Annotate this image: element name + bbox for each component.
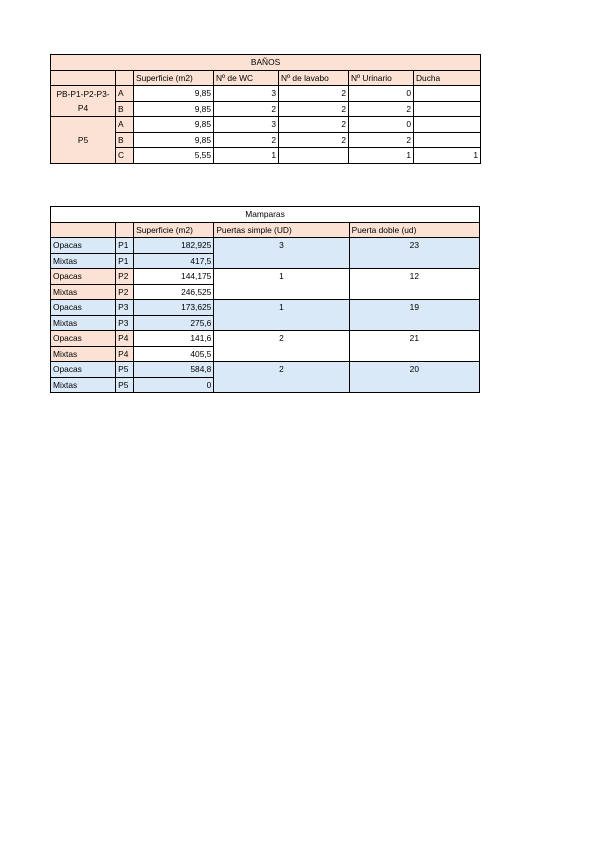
mamparas-title: Mamparas [51,207,480,223]
mampara-superficie: 417,5 [134,253,214,269]
header-empty [116,222,134,238]
mampara-superficie: 182,925 [134,238,214,254]
banos-urinario: 2 [349,132,414,148]
mampara-type: Opacas [51,269,116,285]
mampara-puerta-doble: 23 [349,238,479,269]
mampara-floor: P2 [116,284,134,300]
mampara-type: Opacas [51,238,116,254]
banos-urinario: 1 [349,148,414,164]
banos-ducha [414,101,481,117]
group-label-pb-p4 [51,86,116,117]
mampara-puerta-doble: 19 [349,300,479,331]
header-superficie: Superficie (m2) [134,222,214,238]
banos-wc: 2 [214,101,279,117]
mampara-floor: P1 [116,238,134,254]
banos-table [50,54,481,164]
mampara-puerta-doble: 20 [349,362,479,393]
mampara-type: Mixtas [51,315,116,331]
mampara-superficie: 0 [134,377,214,393]
banos-ducha [414,86,481,102]
banos-wc: 3 [214,117,279,133]
banos-urinario: 0 [349,86,414,102]
header-empty [116,70,134,86]
mampara-puertas-simple: 1 [214,300,349,331]
mampara-floor: P4 [116,331,134,347]
mampara-superficie: 144,175 [134,269,214,285]
banos-lavabo: 2 [279,101,349,117]
banos-lavabo: 2 [279,117,349,133]
mampara-superficie: 141,6 [134,331,214,347]
banos-wc: 1 [214,148,279,164]
header-puertas-simple: Puertas simple (UD) [214,222,349,238]
mampara-superficie: 275,6 [134,315,214,331]
mampara-floor: P4 [116,346,134,362]
banos-code: A [116,117,134,133]
mampara-type: Opacas [51,362,116,378]
header-superficie: Superficie (m2) [134,70,214,86]
mampara-superficie: 584,8 [134,362,214,378]
banos-code: C [116,148,134,164]
mampara-superficie: 246,525 [134,284,214,300]
banos-code: B [116,132,134,148]
banos-superficie: 5,55 [134,148,214,164]
mamparas-table [50,206,480,393]
header-ducha: Ducha [414,70,481,86]
header-wc: Nº de WC [214,70,279,86]
banos-ducha: 1 [414,148,481,164]
mampara-floor: P1 [116,253,134,269]
mampara-puertas-simple: 1 [214,269,349,300]
banos-superficie: 9,85 [134,101,214,117]
mampara-type: Mixtas [51,284,116,300]
group-label-line: PB-P1-P2-P3- [56,89,110,99]
mampara-type: Mixtas [51,377,116,393]
banos-superficie: 9,85 [134,117,214,133]
banos-superficie: 9,85 [134,86,214,102]
mampara-floor: P2 [116,269,134,285]
mampara-type: Mixtas [51,253,116,269]
header-puerta-doble: Puerta doble (ud) [349,222,479,238]
banos-superficie: 9,85 [134,132,214,148]
mampara-puerta-doble: 12 [349,269,479,300]
mampara-floor: P3 [116,300,134,316]
group-label-p5: P5 [51,117,116,164]
mampara-type: Opacas [51,331,116,347]
mampara-puerta-doble: 21 [349,331,479,362]
mampara-puertas-simple: 3 [214,238,349,269]
mampara-type: Mixtas [51,346,116,362]
banos-lavabo: 2 [279,132,349,148]
banos-lavabo [279,148,349,164]
mampara-floor: P3 [116,315,134,331]
banos-lavabo: 2 [279,86,349,102]
banos-urinario: 0 [349,117,414,133]
banos-ducha [414,132,481,148]
group-label-line: P4 [77,103,89,113]
banos-code: A [116,86,134,102]
header-empty [51,222,116,238]
banos-code: B [116,101,134,117]
mampara-floor: P5 [116,377,134,393]
mampara-floor: P5 [116,362,134,378]
mampara-puertas-simple: 2 [214,362,349,393]
mampara-superficie: 173,625 [134,300,214,316]
mampara-puertas-simple: 2 [214,331,349,362]
mampara-type: Opacas [51,300,116,316]
header-lavabo: Nº de lavabo [279,70,349,86]
banos-ducha [414,117,481,133]
header-empty [51,70,116,86]
mampara-superficie: 405,5 [134,346,214,362]
banos-wc: 3 [214,86,279,102]
banos-wc: 2 [214,132,279,148]
header-urinario: Nº Urinario [349,70,414,86]
banos-urinario: 2 [349,101,414,117]
banos-title: BAÑOS [51,55,481,71]
